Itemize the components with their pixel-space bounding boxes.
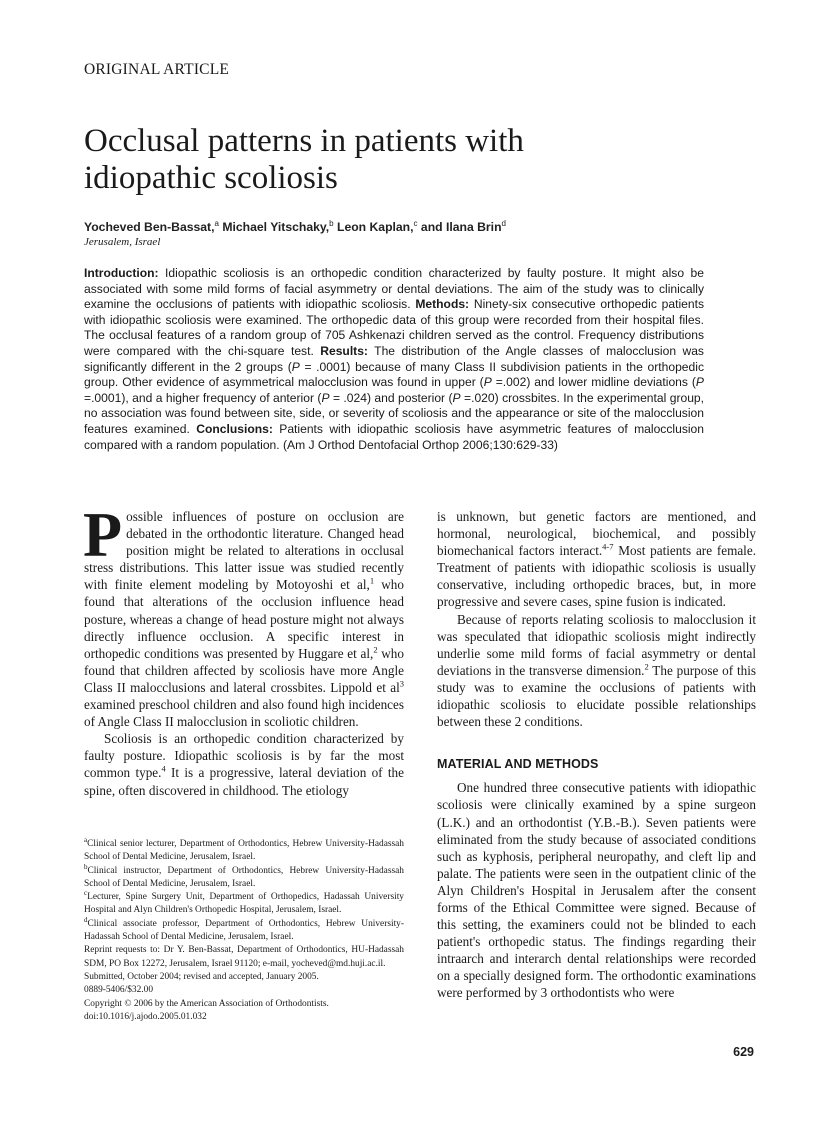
footnote-doi[interactable]: doi:10.1016/j.ajodo.2005.01.032 [84, 1011, 207, 1022]
reference-link[interactable]: 4-7 [602, 541, 614, 552]
footnote-text: Clinical associate professor, Department of Orthodontics, Hebrew University-Hadassah School of Dental Medicine, Jerusalem, Israel. [84, 918, 404, 943]
footnote-text: Lecturer, Spine Surgery Unit, Department of Orthopedics, Hadassah University Hospital and Alyn Children's Orthopedic Hospital, Jerusalem, Israel. [84, 892, 404, 916]
footnote-issn: 0889-5406/$32.00 [84, 985, 154, 996]
abstract [84, 266, 704, 453]
footnote-mark: c [84, 889, 88, 898]
author-location: Jerusalem, Israel [84, 236, 161, 248]
p-value-symbol: P [483, 375, 492, 390]
footnote-copyright: Copyright © 2006 by the American Association of Orthodontists. [84, 998, 329, 1009]
abstract-methods-text: Ninety-six consecutive orthopedic patients with idiopathic scoliosis were examined. The orthopedic data of this group were recorded from their hospital files. The occlusal features of a random group of 705 Ashkenazi children served as the control. Frequency distributions were compared with the chi-square test. [84, 297, 704, 358]
author-affiliation-mark: b [329, 219, 334, 228]
footnote-text: Clinical instructor, Department of Orthodontics, Hebrew University-Hadassah School of Dental Medicine, Jerusalem, Israel. [84, 865, 404, 889]
abstract-results-text: The distribution of the Angle classes of malocclusion was significantly different in the 2 groups ( [84, 343, 704, 374]
footnote-mark: b [84, 862, 88, 871]
paragraph-text: who found that alterations of the occlusion influence head posture, whereas a change of head posture might not always directly influence occlusion. A specific interest in orthopedic conditions was presented by Huggare et al, [84, 577, 404, 661]
footnote-text: Clinical senior lecturer, Department of Orthodontics, Hebrew University-Hadassah School of Dental Medicine, Jerusalem, Israel. [84, 839, 404, 863]
footnote-affiliation-c [84, 891, 404, 918]
p-value-symbol: P [452, 390, 461, 405]
author-name: Leon Kaplan, [337, 220, 414, 235]
paragraph-text: who found that children affected by scoliosis have more Angle Class II malocclusions and lateral crossbites. Lippold et al [84, 645, 404, 695]
paragraph-text: The purpose of this study was to examine the occlusions of patients with idiopathic scoliosis to elucidate possible relationships between these 2 conditions. [437, 662, 756, 730]
drop-cap: P [83, 499, 123, 570]
footnote-mark: a [84, 835, 88, 844]
author-name: Michael Yitschaky, [222, 220, 330, 235]
abstract-results-text: =.0001), and a higher frequency of anterior ( [84, 390, 322, 405]
body-paragraph: One hundred three consecutive patients with idiopathic scoliosis were clinically examined by a spine surgeon (L.K.) and an orthodontist (Y.B.-B.). Seven patients were eliminated from the study because of associated conditions such as kyphosis, peripheral neuropathy, and cleft lip and palate. The patients were seen in the outpatient clinic of the Alyn Children's Hospital in Jerusalem after the consent forms of the Ethical Committee were signed. Because of this setting, the examiners could not be blinded to each patient's orthopedic status. The findings regarding their intraarch and interarch dental relationships were recorded on a specially designed form. The orthodontic examinations were performed by 3 orthodontists who were [437, 780, 756, 1001]
paragraph-text: It is a progressive, lateral deviation of the spine, often discovered in childhood. The etiology [84, 765, 404, 798]
footnote-submitted: Submitted, October 2004; revised and accepted, January 2005. [84, 971, 319, 982]
paragraph-text: Most patients are female. Treatment of patients with idiopathic scoliosis is usually conservative, including orthopedic braces, but, in more progressive and severe cases, spine fusion is indicated. [437, 543, 756, 610]
footnote-affiliation-d [84, 915, 404, 945]
reference-link[interactable]: 4 [161, 764, 166, 775]
page-number: 629 [733, 1045, 754, 1059]
abstract-methods-label: Methods: [415, 297, 470, 312]
paragraph-text: ossible influences of posture on occlusion are debated in the orthodontic literature. Changed head position might be related to alterations in occlusal stress distributions. This latter issue was studied recently with finite element modeling by Motoyoshi et al, [84, 509, 404, 593]
abstract-results-text: =.020) crossbites. In the experimental group, no association was found between site, side, or severity of scoliosis and the appearance or site of the malocclusion features examined. [84, 390, 705, 436]
abstract-conclusions-text: Patients with idiopathic scoliosis have asymmetric features of malocclusion compared with a random population. (Am J Orthod Dentofacial Orthop 2006;130:629-33) [84, 421, 704, 452]
reference-link[interactable]: 2 [644, 661, 649, 672]
footnote-mark: d [84, 915, 88, 924]
author-name: Yocheved Ben-Bassat, [84, 220, 215, 235]
abstract-introduction-label: Introduction: [84, 266, 159, 280]
body-paragraph [83, 499, 404, 730]
abstract-results-text: = .0001) because of many Class II subdivision patients in the orthopedic group. Other evidence of asymmetrical malocclusion was found in upper ( [84, 359, 704, 390]
reference-link[interactable]: 2 [373, 644, 378, 655]
footnote-affiliation-b [84, 862, 404, 892]
paragraph-text: examined preschool children and also found high incidences of Angle Class II malocclusion in scoliotic children. [84, 697, 404, 730]
abstract-results-text: =.002) and lower midline deviations ( [491, 375, 696, 390]
title-line-1: Occlusal patterns in patients with [84, 123, 524, 159]
paragraph-text: is unknown, but genetic factors are mentioned, and hormonal, neurological, biochemical, and possibly biomechanical factors interact. [437, 509, 756, 559]
body-paragraph [84, 730, 404, 798]
body-column-right [437, 508, 756, 1002]
abstract-results-text: = .024) and posterior ( [329, 390, 453, 405]
author-list [84, 219, 506, 234]
author-name: and Ilana Brin [420, 220, 502, 235]
footnotes [84, 835, 404, 1024]
author-affiliation-mark: d [501, 219, 506, 228]
section-heading: MATERIAL AND METHODS [437, 757, 599, 772]
p-value-symbol: P [695, 375, 704, 390]
author-affiliation-mark: a [214, 219, 219, 228]
abstract-conclusions-label: Conclusions: [196, 421, 273, 436]
article-type-label: ORIGINAL ARTICLE [84, 61, 230, 78]
abstract-results-label: Results: [320, 343, 368, 358]
abstract-introduction-text: Idiopathic scoliosis is an orthopedic condition characterized by faulty posture. It might also be associated with some mild forms of facial asymmetry or dental deviations. The aim of the study was to clinically examine the occlusions of patients with idiopathic scoliosis. [84, 266, 704, 312]
reference-link[interactable]: 1 [369, 575, 375, 586]
article-title [84, 123, 704, 197]
footnote-reprint-requests: Reprint requests to: Dr Y. Ben-Bassat, Department of Orthodontics, HU-Hadassah SDM, PO Box 12272, Jerusalem, Israel 91120; e-mail, yocheved@md.huji.ac.il. [84, 945, 404, 969]
p-value-symbol: P [321, 390, 330, 405]
paragraph-text: Scoliosis is an orthopedic condition characterized by faulty posture. Idiopathic scoliosis is by far the most common type. [84, 731, 404, 781]
p-value-symbol: P [291, 359, 300, 374]
footnote-affiliation-a [84, 835, 404, 865]
reference-link[interactable]: 3 [399, 678, 404, 689]
paragraph-text: Because of reports relating scoliosis to malocclusion it was speculated that idiopathic scoliosis might indirectly underlie some mild forms of facial asymmetry or dental deviations in the transverse dimension. [437, 611, 756, 678]
body-paragraph [437, 508, 756, 611]
title-line-2: idiopathic scoliosis [84, 160, 338, 196]
body-column-left [83, 499, 404, 799]
body-paragraph [437, 611, 756, 731]
author-affiliation-mark: c [413, 219, 418, 228]
